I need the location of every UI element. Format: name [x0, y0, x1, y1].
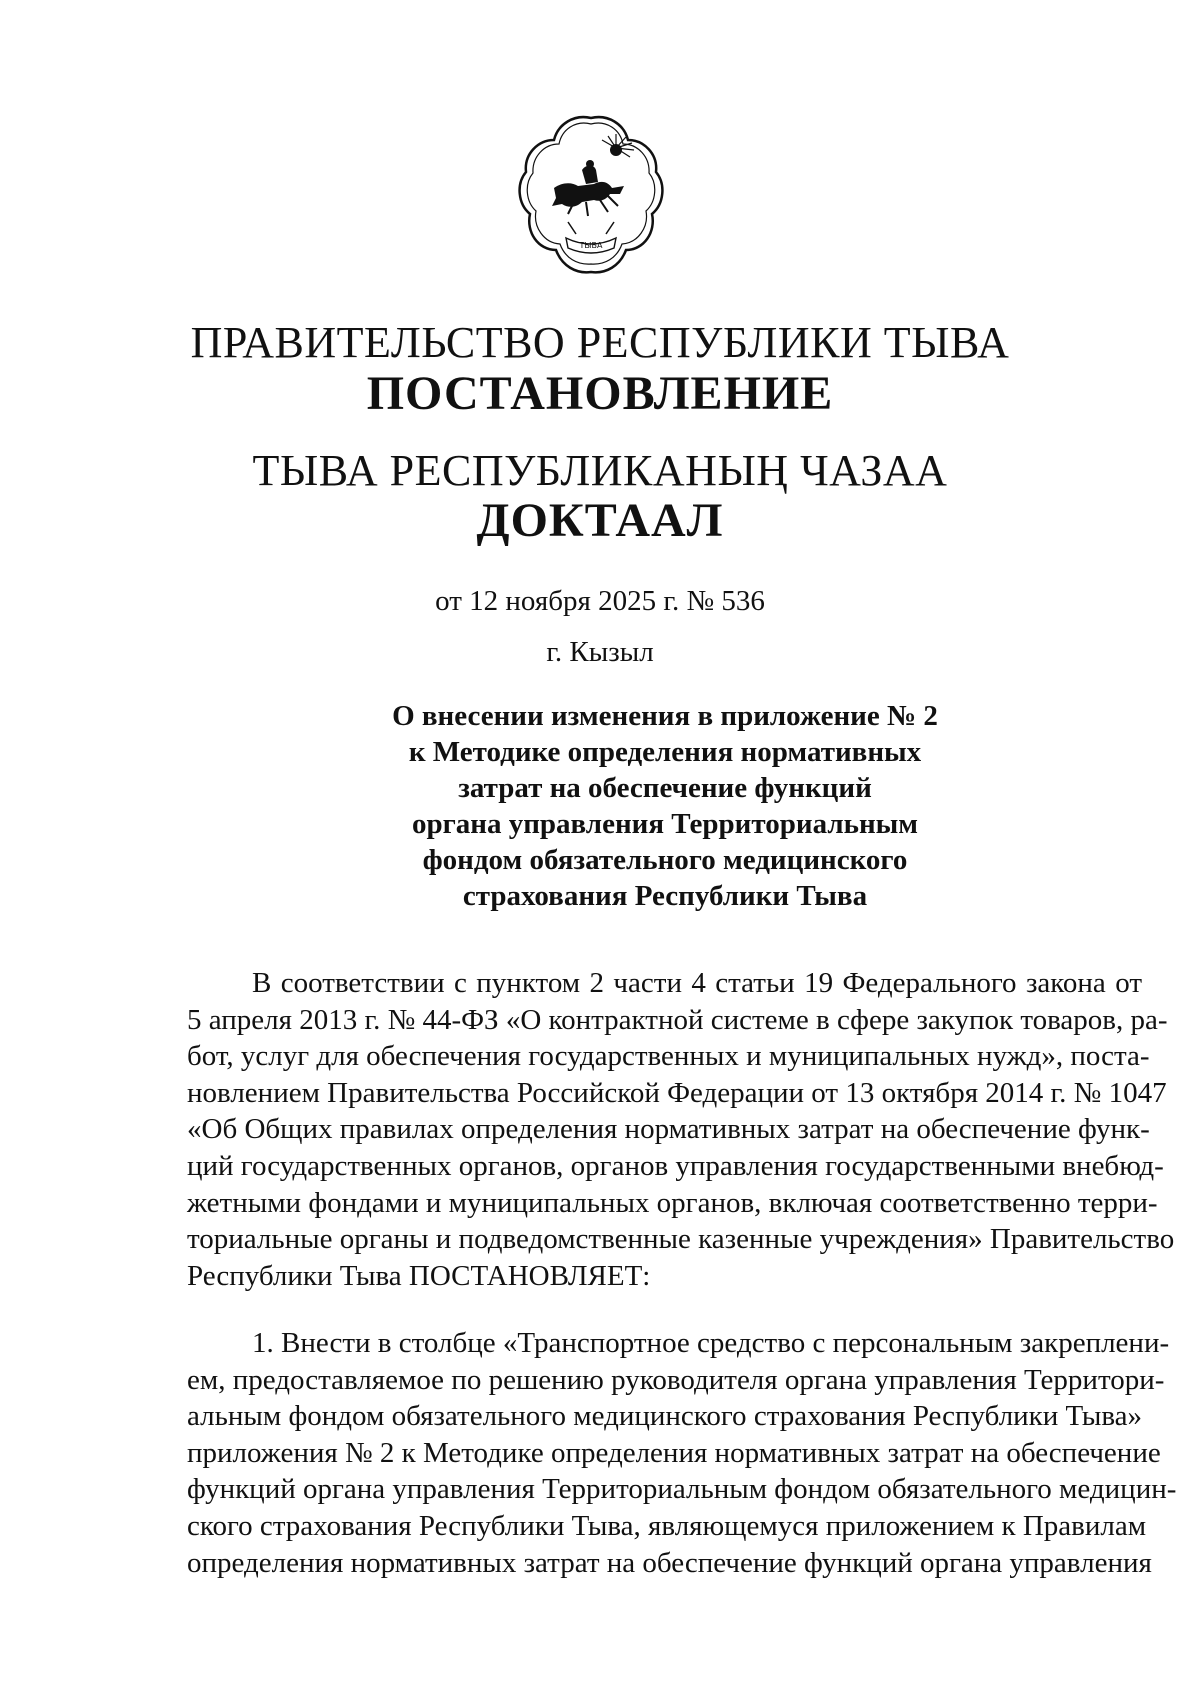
paragraph-line: бот, услуг для обеспечения государственных и муниципальных нужд», поста- [187, 1040, 1150, 1073]
paragraph-line: ского страхования Республики Тыва, являющемуся приложением к Правилам [187, 1509, 1147, 1542]
paragraph-line: жетными фондами и муниципальных органов, включая соответственно терри- [187, 1186, 1158, 1219]
decree-title: ПОСТАНОВЛЕНИЕ [366, 367, 834, 420]
item-1-paragraph [187, 1325, 1177, 1581]
paragraph-line: Республики Тыва ПОСТАНОВЛЯЕТ: [187, 1259, 651, 1292]
subject-line: фондом обязательного медицинского [422, 844, 908, 876]
emblem-banner-text: ТЫВА [579, 241, 603, 250]
paragraph-line: ем, предоставляемое по решению руководителя органа управления Территори- [187, 1363, 1165, 1396]
subject-line: затрат на обеспечение функций [458, 772, 872, 804]
paragraph-line: «Об Общих правилах определения нормативных затрат на обеспечение функ- [187, 1113, 1150, 1146]
government-title-tuvan: ТЫВА РЕСПУБЛИКАНЫҢ ЧАЗАА [252, 446, 948, 495]
paragraph-line: 5 апреля 2013 г. № 44-ФЗ «О контрактной системе в сфере закупок товаров, ра- [187, 1003, 1168, 1036]
decree-city: г. Кызыл [546, 636, 654, 668]
paragraph-line: новлением Правительства Российской Федерации от 13 октября 2014 г. № 1047 [187, 1076, 1167, 1109]
paragraph-line: приложения № 2 к Методике определения нормативных затрат на обеспечение [187, 1436, 1161, 1469]
subject-line: органа управления Территориальным [411, 808, 919, 840]
paragraph-line: В соответствии с пунктом 2 части 4 статьи 19 Федерального закона от [252, 967, 1142, 999]
decree-title-tuvan: ДОКТААЛ [476, 494, 724, 547]
paragraph-line: функций органа управления Территориальным фондом обязательного медицин- [187, 1473, 1177, 1506]
tuva-coat-of-arms-icon [516, 110, 666, 280]
subject-line: О внесении изменения в приложение № 2 [392, 700, 938, 732]
subject-line: страхования Республики Тыва [462, 880, 868, 912]
paragraph-line: ций государственных органов, органов управления государственными внебюд- [187, 1149, 1164, 1182]
decree-date-number: от 12 ноября 2025 г. № 536 [435, 585, 765, 617]
paragraph-line: ториальные органы и подведомственные казенные учреждения» Правительство [187, 1223, 1175, 1256]
subject-line: к Методике определения нормативных [408, 736, 922, 768]
preamble-paragraph [187, 965, 1175, 1294]
paragraph-line: определения нормативных затрат на обеспечение функций органа управления [187, 1546, 1152, 1579]
decree-subject [300, 698, 1030, 914]
paragraph-line: 1. Внести в столбце «Транспортное средство с персональным закреплени- [252, 1327, 1170, 1359]
government-title: ПРАВИТЕЛЬСТВО РЕСПУБЛИКИ ТЫВА [190, 318, 1010, 367]
paragraph-line: альным фондом обязательного медицинского страхования Республики Тыва» [187, 1400, 1142, 1433]
